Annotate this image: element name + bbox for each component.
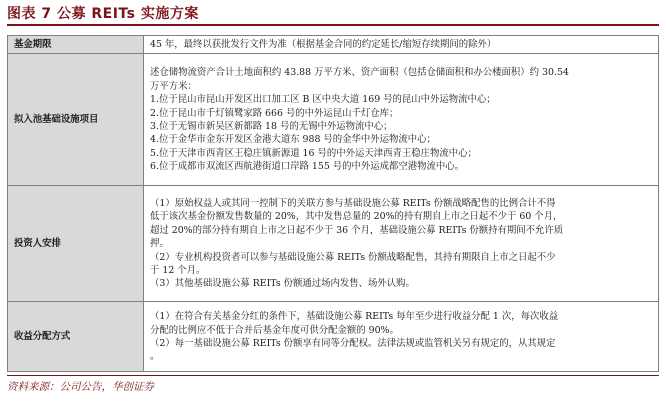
content-line: 6.位于成都市双流区西航港街道口岸路 155 号的中外运成都空港物流中心。 — [150, 161, 465, 173]
source-divider — [7, 375, 659, 376]
content-line: （1）原始权益人或其同一控制下的关联方参与基础设施公募 REITs 份额战略配售的比例合计不得 — [150, 197, 556, 209]
content-line: 1.位于昆山市昆山开发区出口加工区 B 区中央大道 169 号的昆山中外运物流中心； — [150, 94, 496, 106]
content-line: 万平方米： — [150, 80, 197, 92]
row-label: 投资人安排 — [8, 186, 144, 302]
content-line: 45 年，最终以获批发行文件为准（根据基金合同的约定延长/缩短存续期间的除外） — [150, 39, 497, 50]
table-row-assets — [8, 54, 659, 186]
content-line: （1）在符合有关基金分红的条件下，基础设施公募 REITs 每年至少进行收益分配 1 次，每次收益 — [150, 311, 559, 323]
content-line: 3.位于无锡市新吴区新都路 18 号的无锡中外运物流中心； — [150, 120, 393, 132]
content-line: 。 — [150, 351, 160, 363]
figure-title: 图表 7 公募 REITs 实施方案 — [7, 6, 199, 22]
content-line: 分配的比例应不低于合并后基金年度可供分配金额的 90%。 — [150, 324, 399, 336]
row-content — [144, 36, 659, 54]
title-divider — [7, 24, 659, 26]
row-content — [144, 302, 659, 372]
source-note: 资料来源：公司公告，华创证券 — [7, 381, 154, 393]
table-row-fund-term — [8, 36, 659, 54]
table-row-investors — [8, 186, 659, 302]
content-line: （2）专业机构投资者可以参与基础设施公募 REITs 份额战略配售，其持有期限自上市之日起不少 — [150, 251, 556, 263]
reits-plan-table — [7, 35, 659, 372]
row-label: 收益分配方式 — [8, 302, 144, 372]
content-line: （3）其他基础设施公募 REITs 份额通过场内发售、场外认购。 — [150, 278, 415, 290]
row-label: 拟入池基础设施项目 — [8, 54, 144, 186]
content-line: 于 12 个月。 — [150, 265, 206, 277]
row-content — [144, 186, 659, 302]
content-line: 5.位于天津市西青区王稳庄镇新源道 16 号的中外运天津西青王稳庄物流中心； — [150, 147, 477, 159]
content-line: 低于该次基金份额发售数量的 20%，其中发售总量的 20%的持有期自上市之日起不少于 60 个月， — [150, 211, 563, 223]
content-line: 述仓储物流资产合计土地面积约 43.88 万平方米、资产面积（包括仓储面积和办公楼面积）约 30.54 — [150, 67, 569, 79]
content-line: 2.位于昆山市千灯镇鹭家路 666 号的中外运昆山千灯仓库； — [150, 107, 399, 119]
content-line: 超过 20%的部分持有期自上市之日起不少于 36 个月，基础设施公募 REITs 份额持有期间不允许质 — [150, 224, 564, 236]
row-content — [144, 54, 659, 186]
content-line: （2）每一基础设施公募 REITs 份额享有同等分配权。法律法规或监管机关另有规定的，从其规定 — [150, 337, 556, 349]
table-row-distribution — [8, 302, 659, 372]
content-line: 4.位于金华市金东开发区金港大道东 988 号的金华中外运物流中心； — [150, 134, 436, 146]
row-label: 基金期限 — [8, 36, 144, 54]
content-line: 押。 — [150, 238, 169, 250]
